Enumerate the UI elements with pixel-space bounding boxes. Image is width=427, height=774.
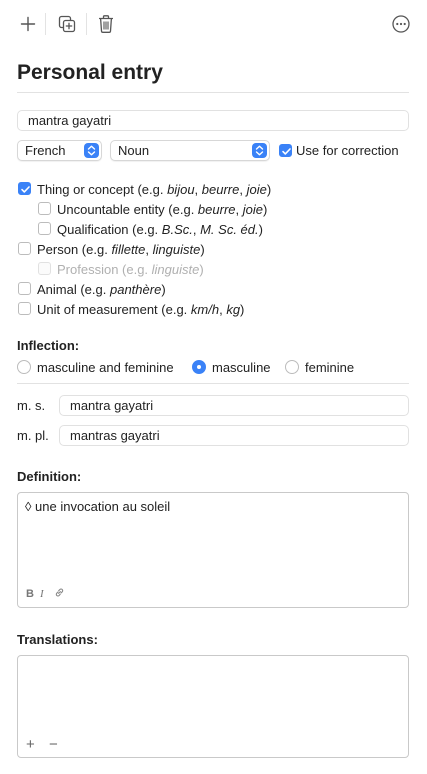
thing-or-concept-label: Thing or concept (e.g. bijou, beurre, joie) xyxy=(37,182,272,197)
use-for-correction-label: Use for correction xyxy=(296,143,399,158)
profession-label: Profession (e.g. linguiste) xyxy=(57,262,204,277)
masculine-plural-label: m. pl. xyxy=(17,428,49,443)
masculine-label: masculine xyxy=(212,360,271,375)
part-of-speech-select[interactable] xyxy=(110,140,270,161)
word-input[interactable]: mantra gayatri xyxy=(17,110,409,131)
masculine-and-feminine-label: masculine and feminine xyxy=(37,360,174,375)
masculine-radio[interactable] xyxy=(192,360,206,374)
translations-heading: Translations: xyxy=(17,632,98,647)
definition-text: ◊ une invocation au soleil xyxy=(25,499,171,514)
masculine-singular-label: m. s. xyxy=(17,398,46,413)
unit-of-measurement-checkbox[interactable] xyxy=(18,302,31,315)
uncountable-entity-label: Uncountable entity (e.g. beurre, joie) xyxy=(57,202,268,217)
inflection-divider xyxy=(17,383,409,384)
profession-checkbox[interactable] xyxy=(38,262,51,275)
checkmark-icon xyxy=(20,184,31,195)
definition-heading: Definition: xyxy=(17,469,82,484)
definition-editor[interactable] xyxy=(17,492,409,608)
trash-icon xyxy=(97,14,115,34)
thing-or-concept-checkbox[interactable] xyxy=(18,182,31,195)
uncountable-entity-checkbox[interactable] xyxy=(38,202,51,215)
qualification-checkbox[interactable] xyxy=(38,222,51,235)
toolbar-separator xyxy=(86,13,87,35)
more-button[interactable] xyxy=(389,12,413,36)
bold-button[interactable]: B xyxy=(26,588,34,600)
masculine-singular-input[interactable]: mantra gayatri xyxy=(59,395,409,416)
duplicate-icon xyxy=(57,14,77,34)
toolbar xyxy=(0,0,427,48)
more-icon xyxy=(391,14,411,34)
use-for-correction-checkbox[interactable] xyxy=(279,144,292,157)
animal-label: Animal (e.g. panthère) xyxy=(37,282,166,297)
checkmark-icon xyxy=(281,146,292,157)
remove-translation-button[interactable]: − xyxy=(49,736,58,753)
masculine-plural-input[interactable]: mantras gayatri xyxy=(59,425,409,446)
updown-icon xyxy=(84,143,99,158)
toolbar-separator xyxy=(45,13,46,35)
language-select-value: French xyxy=(25,143,66,158)
title-divider xyxy=(17,92,409,93)
masculine-and-feminine-radio[interactable] xyxy=(17,360,31,374)
language-select[interactable] xyxy=(17,140,102,161)
delete-button[interactable] xyxy=(94,12,118,36)
translations-list[interactable] xyxy=(17,655,409,758)
unit-of-measurement-label: Unit of measurement (e.g. km/h, kg) xyxy=(37,302,245,317)
inflection-heading: Inflection: xyxy=(17,338,80,353)
translations-actions xyxy=(26,736,65,753)
duplicate-button[interactable] xyxy=(55,12,79,36)
italic-button[interactable]: I xyxy=(40,588,44,600)
link-button[interactable] xyxy=(54,587,68,601)
format-bar xyxy=(26,587,68,601)
feminine-radio[interactable] xyxy=(285,360,299,374)
person-checkbox[interactable] xyxy=(18,242,31,255)
animal-checkbox[interactable] xyxy=(18,282,31,295)
link-icon xyxy=(54,587,65,598)
page-title: Personal entry xyxy=(17,61,163,84)
plus-icon xyxy=(20,16,36,32)
add-translation-button[interactable]: + xyxy=(26,736,35,753)
feminine-label: feminine xyxy=(305,360,355,375)
qualification-label: Qualification (e.g. B.Sc., M. Sc. éd.) xyxy=(57,222,263,237)
person-label: Person (e.g. fillette, linguiste) xyxy=(37,242,205,257)
part-of-speech-select-value: Noun xyxy=(118,143,150,158)
add-button[interactable] xyxy=(16,12,40,36)
updown-icon xyxy=(252,143,267,158)
